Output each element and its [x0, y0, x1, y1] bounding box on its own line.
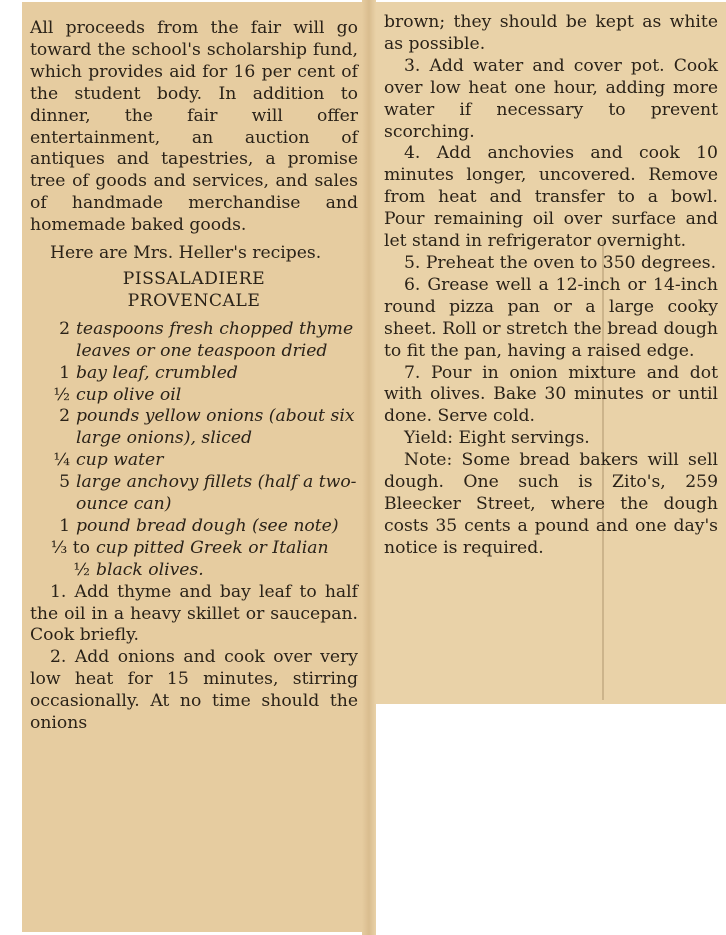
step-3: 3. Add water and cover pot. Cook over low heat one hour, adding more water if necessary to prevent scorching. [384, 55, 718, 142]
paper-tear-edge [362, 0, 376, 935]
recipe-title-line-1: PISSALADIERE [122, 268, 266, 289]
ingredient-item: 1 pound bread dough (see note) [59, 515, 339, 536]
ingredient-item: 2 teaspoons fresh chopped thyme leaves or one teaspoon dried [59, 318, 354, 361]
ingredient-item: ⅓ to ½ cup pitted Greek or Italian black olives. [50, 537, 329, 580]
right-column [384, 12, 718, 560]
step-5: 5. Preheat the oven to 350 degrees. [404, 252, 717, 273]
ingredient-list [30, 319, 358, 582]
ingredient-item: ½ cup olive oil [53, 384, 182, 405]
intro-paragraph: All proceeds from the fair will go toward the school's scholarship fund, which provides aid for 16 per cent of the student body. In addition to dinner, the fair will offer entertainment, an auction of antiques and tapestries, a promise tree of goods and services, and sales of handmade merchandise and homemade baked goods. [30, 18, 358, 236]
step-2-continued: brown; they should be kept as white as possible. [384, 12, 718, 54]
step-4: 4. Add anchovies and cook 10 minutes longer, uncovered. Remove from heat and transfer to a bowl. Pour remaining oil over surface and let stand in refrigerator overnight. [384, 143, 718, 252]
recipe-title-line-2: PROVENCALE [127, 290, 261, 311]
ingredient-item: 2 pounds yellow onions (about six large onions), sliced [59, 406, 355, 449]
ingredient-item: 1 bay leaf, crumbled [59, 362, 238, 383]
step-6: 6. Grease well a 12-inch or 14-inch round pizza pan or a large cooky sheet. Roll or stretch the bread dough to fit the pan, having a raised edge. [384, 274, 718, 361]
ingredient-item: 5 large anchovy fillets (half a two-ounce can) [59, 472, 357, 515]
step-2: 2. Add onions and cook over very low heat for 15 minutes, stirring occasionally. At no time should the onions [30, 647, 358, 734]
step-7: 7. Pour in onion mixture and dot with olives. Bake 30 minutes or until done. Serve cold. [384, 362, 718, 427]
note: Note: Some bread bakers will sell dough. One such is Zito's, 259 Bleecker Street, where the dough costs 35 cents a pound and one day's notice is required. [384, 450, 718, 558]
step-1: 1. Add thyme and bay leaf to half the oil in a heavy skillet or saucepan. Cook briefly. [30, 581, 358, 646]
yield: Yield: Eight servings. [404, 428, 590, 449]
ingredient-item: ¼ cup water [53, 450, 164, 471]
left-column [30, 18, 358, 735]
recipes-intro: Here are Mrs. Heller's recipes. [50, 243, 322, 264]
